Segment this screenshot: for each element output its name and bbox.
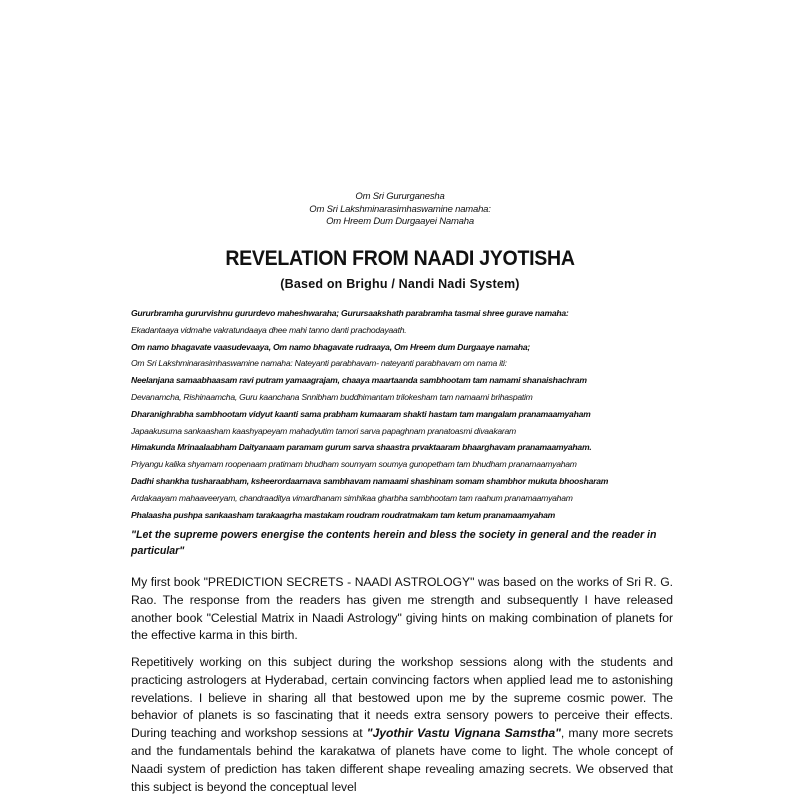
mantra-line: Japaakusuma sankaasham kaashyapeyam mahadyutim tamori sarva papaghnam pranatoasmi divaakaram [131, 425, 516, 436]
invocation-line: Om Sri Gururganesha [355, 191, 445, 202]
body-paragraph-1: My first book "PREDICTION SECRETS - NAADI ASTROLOGY" was based on the works of Sri R. G. Rao. The response from the readers has given me strength and subsequently I have released another book "Celestial Matrix in Naadi Astrology" giving hints on making combination of planets for the effective karma in this birth. [131, 575, 673, 643]
mantra-line: Phalaasha pushpa sankaasham tarakaagrha mastakam roudram roudratmakam tam ketum pranamaamyaham [131, 509, 556, 520]
blessing-quote: "Let the supreme powers energise the contents herein and bless the society in general and the reader in particular" [131, 529, 657, 557]
page-title: REVELATION FROM NAADI JYOTISHA [225, 247, 575, 270]
paragraph-text: Repetitively working on this subject during the workshop sessions along with the students and practicing astrologers at Hyderabad, certain convincing factors when applied lead me to astonishing revelations. I believe in sharing all that bestowed upon me by the supreme cosmic power. The behavior of planets is so fascinating that it needs extra sensory powers to perceive their effects. During teaching and workshop sessions at [131, 655, 673, 741]
mantra-line: Dharanighrabha sambhootam vidyut kaanti sama prabham kumaaram shakti hastam tam mangalam pranamaamyaham [131, 408, 591, 419]
mantra-line: Gururbramha gururvishnu gururdevo maheshwaraha; Gurursaakshath parabramha tasmai shree gurave namaha: [131, 308, 569, 318]
mantra-line: Ardakaayam mahaaveeryam, chandraaditya vimardhanam simhikaa gharbha sambhootam tam raahum pranamaamyaham [131, 492, 573, 503]
invocation-line: Om Sri Lakshminarasimhaswamine namaha: [309, 203, 491, 215]
mantra-line: Om Sri Lakshminarasimhaswamine namaha: Nateyanti parabhavam- nateyanti parabhavam om nama iti: [131, 358, 507, 369]
body-paragraph-2 [131, 654, 673, 796]
mantra-block [131, 305, 691, 523]
invocation-block [0, 191, 800, 229]
invocation-line: Om Hreem Dum Durgaayei Namaha [326, 216, 474, 227]
mantra-line: Om namo bhagavate vaasudevaaya, Om namo bhagavate rudraaya, Om Hreem dum Durgaaye namaha; [131, 341, 531, 352]
mantra-line: Neelanjana samaabhaasam ravi putram yamaagrajam, chaaya maartaanda sambhootam tam namami shanaishachram [131, 375, 587, 386]
page-subtitle: (Based on Brighu / Nandi Nadi System) [280, 277, 520, 291]
mantra-line: Devanamcha, Rishinaamcha, Guru kaanchana Snnibham buddhimantam trilokesham tam namaami brihaspatim [131, 391, 533, 402]
paragraph-text: , many more secrets and the fundamentals behind the karakatwa of planets have come to light. The whole concept of Naadi system of prediction has taken different shape revealing amazing secrets. We observed that this subject is beyond the conceptual level [131, 726, 674, 794]
mantra-line: Himakunda Mrinaalaabham Daityanaam paramam gurum sarva shaastra prvaktaaram bhaarghavam pranamaamyaham. [131, 442, 592, 453]
institution-name: "Jyothir Vastu Vignana Samstha" [366, 726, 561, 741]
mantra-line: Ekadantaaya vidmahe vakratundaaya dhee mahi tanno danti prachodayaath. [131, 324, 407, 335]
mantra-line: Priyangu kalika shyamam roopenaam pratimam bhudham soumyam soumya gunopetham tam bhudham pranamaamyaham [131, 459, 577, 470]
mantra-line: Dadhi shankha tusharaabham, ksheerordaarnava sambhavam namaami shashinam somam shambhor mukuta bhoosharam [131, 475, 609, 486]
